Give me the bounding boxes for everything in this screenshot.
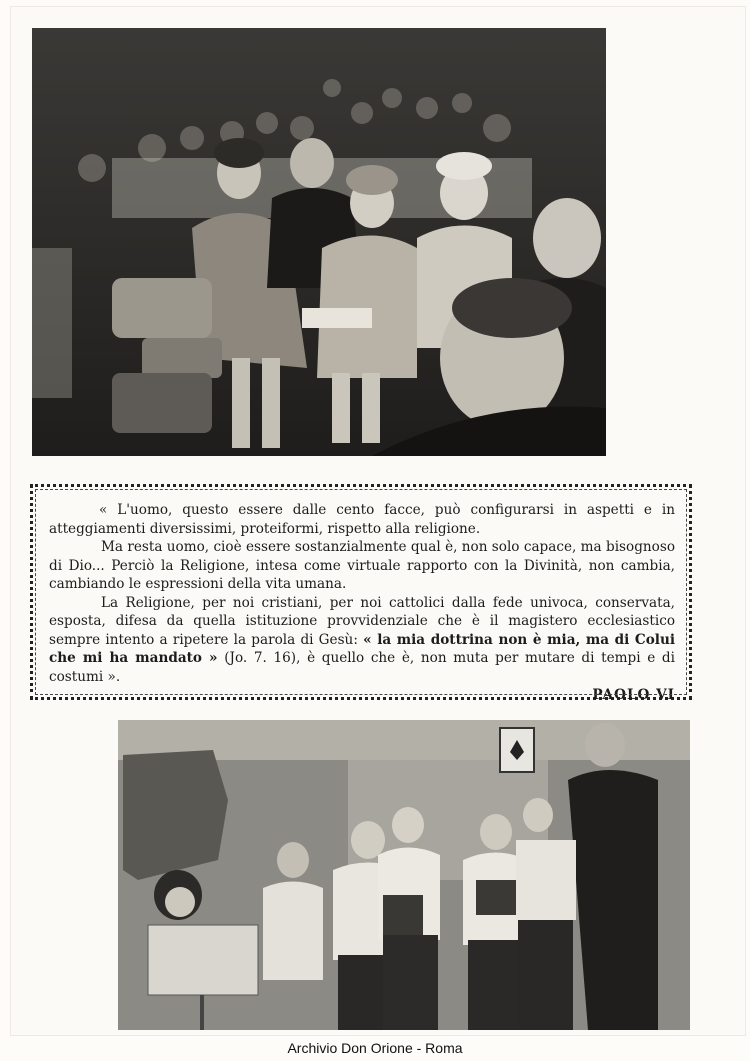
photo-choir xyxy=(118,720,690,1030)
quote-paragraph-3-start: La Religione, per noi cristiani, per noi cattolici dalla fede univoca, conservata, esposta, difesa da quella istituzione provvidenziale che è il magistero ecclesiastico sempre intento a ripetere la parola di Gesù: xyxy=(49,594,675,648)
photo-audience xyxy=(32,28,606,456)
archive-footer: Archivio Don Orione - Roma xyxy=(287,1040,463,1056)
photo-choir-image xyxy=(118,720,690,1030)
quote-paragraph-2: Ma resta uomo, cioè essere sostanzialmente qual è, non solo capace, ma bisognoso di Dio... Perciò la Religione, intesa come virtuale rapporto con la Divinità, non cambia, cambiando le espressioni della vita umana. xyxy=(49,539,675,592)
quote-paragraph-3-bold: « la mia dottrina non è mia, ma di Colui che mi ha mandato » xyxy=(49,631,675,666)
quote-box xyxy=(30,484,692,703)
signature-line xyxy=(49,686,675,705)
quote-paragraph-3 xyxy=(49,594,675,687)
quote-paragraph-3-end: (Jo. 7. 16), è quello che è, non muta per mutare di tempi e di costumi ». xyxy=(49,650,675,685)
signature: PAOLO VI xyxy=(592,687,675,703)
quote-paragraph-1: « L'uomo, questo essere dalle cento facce, può configurarsi in aspetti e in atteggiamenti diversissimi, proteiformi, rispetto alla religione. xyxy=(49,502,675,537)
photo-audience-image xyxy=(32,28,606,456)
